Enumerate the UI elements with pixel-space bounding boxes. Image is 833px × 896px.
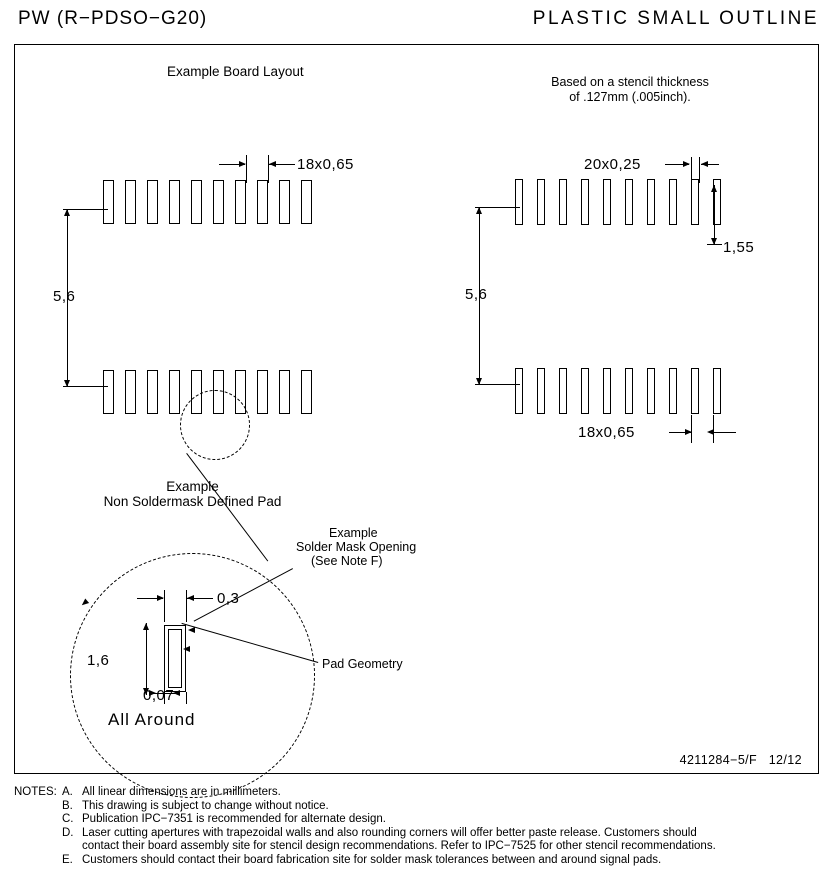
detail-circle	[70, 553, 315, 798]
detail-width-ext-left	[164, 590, 165, 622]
notes-text-a: All linear dimensions are in millimeters.	[82, 786, 281, 798]
detail-caption-line1: Example	[166, 479, 219, 494]
span-ext-line-bottom	[63, 386, 108, 387]
span-ext-line-top	[63, 209, 108, 210]
detail-gap-dimension: 0,07	[143, 687, 175, 704]
board-pad-top-2	[125, 180, 136, 224]
stencil-span-ext-bottom	[475, 384, 520, 385]
stencil-aperture-top-5	[603, 179, 611, 225]
stencil-aperture-bottom-10	[713, 368, 721, 414]
stencil-pitch-dimension: 18x0,65	[578, 424, 635, 441]
stencil-span-ext-top	[475, 207, 520, 208]
notes-text-d: Laser cutting apertures with trapezoidal walls and also rounding corners will offer better paste release. Customers should	[82, 826, 697, 839]
board-pitch-dimension: 18x0,65	[297, 156, 354, 173]
notes-letter-c: C.	[62, 813, 74, 825]
stencil-span-dimension: 5,6	[465, 286, 488, 303]
notes-letter-a: A.	[62, 786, 73, 798]
notes-text-d2: contact their board assembly site for stencil design recommendations. Refer to IPC−7525 for other stencil recommendations.	[82, 840, 716, 852]
board-pad-bottom-8	[257, 370, 268, 414]
stencil-note-line2: of .127mm (.005inch).	[569, 90, 691, 104]
notes-row-d	[14, 827, 824, 839]
stencil-aperture-bottom-1	[515, 368, 523, 414]
stencil-aperture-bottom-5	[603, 368, 611, 414]
stencil-aperture-top-3	[559, 179, 567, 225]
stencil-aperture-bottom-2	[537, 368, 545, 414]
mask-opening-label-2: Solder Mask Opening	[296, 540, 417, 554]
board-pad-top-7	[235, 180, 246, 224]
stencil-aperture-bottom-9	[691, 368, 699, 414]
board-pad-bottom-4	[169, 370, 180, 414]
notes-letter-d: D.	[62, 826, 74, 839]
notes-row-b	[14, 800, 824, 812]
detail-height-dimension: 1,6	[87, 652, 110, 669]
board-pad-top-4	[169, 180, 180, 224]
detail-leader-arrow	[80, 598, 89, 607]
notes-label: NOTES:	[14, 786, 57, 798]
stencil-height-arrow-up	[711, 185, 717, 192]
notes-spacer-e	[14, 854, 62, 866]
stencil-aperture-bottom-6	[625, 368, 633, 414]
board-pad-top-9	[279, 180, 290, 224]
stencil-pitch-dim-right	[714, 432, 736, 433]
stencil-width-ext-left	[691, 157, 692, 183]
detail-callout-circle-small	[180, 390, 250, 460]
board-pad-top-10	[301, 180, 312, 224]
pitch-arrow-left	[269, 161, 276, 167]
notes-letter-e: E.	[62, 853, 73, 866]
stencil-pitch-arrow-right	[685, 429, 692, 435]
notes-text-e: Customers should contact their board fabrication site for solder mask tolerances between and around signal pads.	[82, 853, 662, 866]
stencil-aperture-top-8	[669, 179, 677, 225]
detail-width-arrow-right	[157, 595, 164, 601]
notes-letter-d2	[62, 840, 82, 852]
detail-width-arrow-left	[187, 595, 194, 601]
mask-opening-leader-arrow	[188, 627, 195, 633]
stencil-aperture-bottom-3	[559, 368, 567, 414]
notes-row-d-cont	[14, 840, 824, 852]
notes-row-e	[14, 854, 824, 866]
stencil-span-arrow-up	[476, 207, 482, 214]
stencil-height-dimension: 1,55	[723, 239, 755, 256]
board-pad-bottom-9	[279, 370, 290, 414]
detail-gap-ext-right	[186, 692, 187, 704]
board-pad-top-8	[257, 180, 268, 224]
stencil-aperture-top-2	[537, 179, 545, 225]
notes-row-c	[14, 813, 824, 825]
board-pad-top-3	[147, 180, 158, 224]
board-pad-bottom-3	[147, 370, 158, 414]
notes-letter-b: B.	[62, 799, 73, 812]
board-pad-top-5	[191, 180, 202, 224]
board-pad-bottom-1	[103, 370, 114, 414]
stencil-width-ext-right	[699, 157, 700, 183]
pad-geometry-leader-arrow	[183, 646, 190, 652]
notes-block	[14, 786, 824, 867]
notes-spacer-d	[14, 827, 62, 839]
pitch-ext-line-left	[246, 155, 247, 183]
board-span-dimension: 5,6	[53, 288, 76, 305]
stencil-aperture-top-1	[515, 179, 523, 225]
board-pad-top-1	[103, 180, 114, 224]
span-arrow-up	[64, 209, 70, 216]
detail-caption-line2: Non Soldermask Defined Pad	[103, 494, 282, 509]
all-around-label: All Around	[108, 710, 196, 729]
document-number: 4211284−5/F 12/12	[679, 752, 802, 767]
notes-text-c: Publication IPC−7351 is recommended for alternate design.	[82, 813, 386, 825]
pitch-arrow-right	[239, 161, 246, 167]
stencil-aperture-dimension: 20x0,25	[584, 156, 641, 173]
stencil-aperture-top-9	[691, 179, 699, 225]
span-arrow-down	[64, 380, 70, 387]
stencil-aperture-bottom-4	[581, 368, 589, 414]
pad-geometry-label: Pad Geometry	[322, 657, 403, 671]
notes-spacer-c	[14, 813, 62, 825]
mask-opening-label-3: (See Note F)	[311, 554, 383, 568]
drawing-frame	[14, 44, 819, 774]
detail-height-arrow-up	[143, 623, 149, 630]
notes-row-a	[14, 786, 824, 798]
board-pad-bottom-10	[301, 370, 312, 414]
notes-spacer-d2	[14, 840, 62, 852]
pitch-ext-line-right	[268, 155, 269, 183]
stencil-pitch-arrow-left	[707, 429, 714, 435]
stencil-aperture-top-6	[625, 179, 633, 225]
page-title-right: PLASTIC SMALL OUTLINE	[532, 8, 819, 29]
detail-height-dim-line	[146, 623, 147, 695]
pad-geometry-shape	[168, 629, 182, 688]
stencil-height-dim-line	[714, 185, 715, 245]
mask-opening-label-1: Example	[329, 526, 378, 540]
board-layout-caption: Example Board Layout	[167, 64, 304, 79]
stencil-aperture-top-7	[647, 179, 655, 225]
detail-width-dimension: 0,3	[217, 590, 240, 607]
stencil-width-arrow-right	[683, 161, 690, 167]
stencil-width-arrow-left	[701, 161, 708, 167]
page-title-left: PW (R−PDSO−G20)	[18, 8, 208, 29]
stencil-aperture-bottom-7	[647, 368, 655, 414]
stencil-aperture-top-4	[581, 179, 589, 225]
notes-spacer-b	[14, 800, 62, 812]
stencil-aperture-bottom-8	[669, 368, 677, 414]
stencil-height-ext-line	[707, 244, 722, 245]
stencil-note-line1: Based on a stencil thickness	[551, 75, 709, 89]
board-pad-bottom-2	[125, 370, 136, 414]
stencil-span-arrow-down	[476, 378, 482, 385]
board-pad-top-6	[213, 180, 224, 224]
notes-text-b: This drawing is subject to change without notice.	[82, 799, 329, 812]
